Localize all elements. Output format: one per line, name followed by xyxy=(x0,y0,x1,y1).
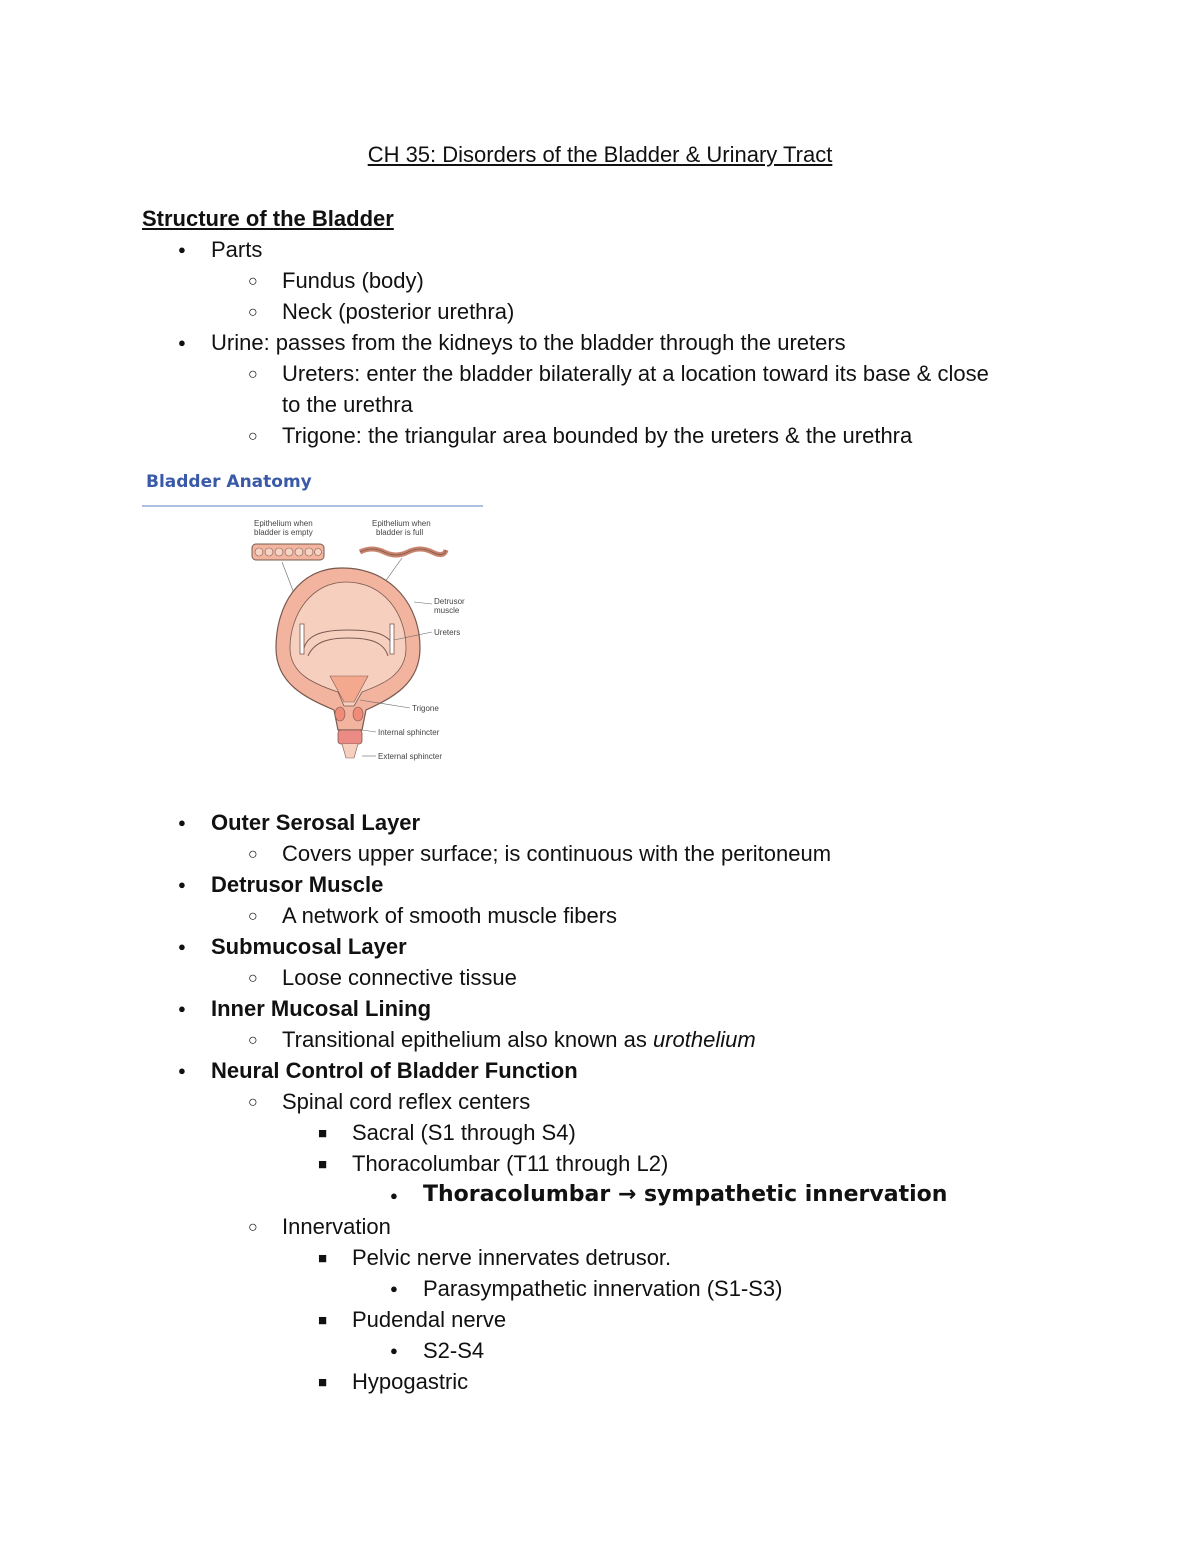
bullet-disc xyxy=(178,931,186,965)
bullet-disc xyxy=(178,807,186,841)
bullet-disc xyxy=(390,1180,398,1214)
figure-title: Bladder Anatomy xyxy=(146,472,312,492)
bullet-circle xyxy=(248,900,258,934)
layer-outer-serosal-detail: Covers upper surface; is continuous with the peritoneum xyxy=(282,841,832,866)
bullet-disc xyxy=(178,869,186,903)
bullet-circle xyxy=(248,358,258,392)
bullet-disc xyxy=(178,234,186,268)
layer-submucosal-detail: Loose connective tissue xyxy=(282,965,517,990)
layer-inner-mucosal: Inner Mucosal Lining xyxy=(211,996,432,1021)
pudendal-levels: S2-S4 xyxy=(423,1338,485,1363)
label-trigone: Trigone xyxy=(412,704,439,713)
bullet-disc xyxy=(390,1273,398,1307)
bullet-square xyxy=(318,1117,327,1151)
bullet-circle xyxy=(248,420,258,454)
neural-control-heading: Neural Control of Bladder Function xyxy=(211,1058,578,1083)
hypogastric-nerve: Hypogastric xyxy=(352,1369,469,1394)
parts-item-fundus: Fundus (body) xyxy=(282,268,424,293)
page-title: CH 35: Disorders of the Bladder & Urinary Tract xyxy=(367,142,833,167)
label-detrusor-1: Detrusor xyxy=(434,597,465,606)
layer-inner-mucosal-detail xyxy=(282,1024,756,1055)
bullet-circle xyxy=(248,1211,258,1245)
ureters-line-2: to the urethra xyxy=(282,392,413,417)
bullet-circle xyxy=(248,1086,258,1120)
bullet-disc xyxy=(390,1335,398,1369)
parts-label: Parts xyxy=(211,237,263,262)
layer-detrusor-detail: A network of smooth muscle fibers xyxy=(282,903,618,928)
bullet-disc xyxy=(178,327,186,361)
thoracolumbar-note: Thoracolumbar → sympathetic innervation xyxy=(423,1182,948,1207)
urine-label: Urine: passes from the kidneys to the bladder through the ureters xyxy=(211,330,846,355)
bullet-square xyxy=(318,1148,327,1182)
figure-divider xyxy=(142,505,483,507)
bullet-circle xyxy=(248,296,258,330)
bullet-circle xyxy=(248,265,258,299)
layer-detrusor: Detrusor Muscle xyxy=(211,872,384,897)
innervation: Innervation xyxy=(282,1214,391,1239)
sacral-center: Sacral (S1 through S4) xyxy=(352,1120,576,1145)
bullet-circle xyxy=(248,962,258,996)
bullet-circle xyxy=(248,838,258,872)
bullet-disc xyxy=(178,993,186,1027)
thoracolumbar-center: Thoracolumbar (T11 through L2) xyxy=(352,1151,669,1176)
parts-item-neck: Neck (posterior urethra) xyxy=(282,299,515,324)
section-heading: Structure of the Bladder xyxy=(142,206,394,231)
label-epithelium-full-1: Epithelium when xyxy=(372,519,431,528)
bladder-anatomy-figure xyxy=(142,468,487,778)
epithelium-empty-sample xyxy=(252,544,324,560)
ureters-line-1: Ureters: enter the bladder bilaterally at a location toward its base & close xyxy=(282,361,989,386)
label-ureters: Ureters xyxy=(434,628,461,637)
layer-submucosal: Submucosal Layer xyxy=(211,934,407,959)
pelvic-nerve: Pelvic nerve innervates detrusor. xyxy=(352,1245,672,1270)
reflex-centers: Spinal cord reflex centers xyxy=(282,1089,531,1114)
parasympathetic-innervation: Parasympathetic innervation (S1-S3) xyxy=(423,1276,783,1301)
epithelium-full-sample xyxy=(360,549,446,555)
bullet-square xyxy=(318,1242,327,1276)
layer-inner-mucosal-detail-text: Transitional epithelium also known as xyxy=(282,1027,653,1052)
bullet-square xyxy=(318,1366,327,1400)
label-detrusor-2: muscle xyxy=(434,606,460,615)
urothelium-term: urothelium xyxy=(652,1027,756,1052)
label-internal-sphincter: Internal sphincter xyxy=(378,728,440,737)
label-epithelium-full-2: bladder is full xyxy=(376,528,424,537)
bullet-disc xyxy=(178,1055,186,1089)
trigone-text: Trigone: the triangular area bounded by the ureters & the urethra xyxy=(282,423,913,448)
label-external-sphincter: External sphincter xyxy=(378,752,443,761)
label-epithelium-empty-1: Epithelium when xyxy=(254,519,313,528)
pudendal-nerve: Pudendal nerve xyxy=(352,1307,507,1332)
label-epithelium-empty-2: bladder is empty xyxy=(254,528,313,537)
layer-outer-serosal: Outer Serosal Layer xyxy=(211,810,421,835)
bullet-circle xyxy=(248,1024,258,1058)
bullet-square xyxy=(318,1304,327,1338)
bladder-diagram xyxy=(242,516,482,778)
